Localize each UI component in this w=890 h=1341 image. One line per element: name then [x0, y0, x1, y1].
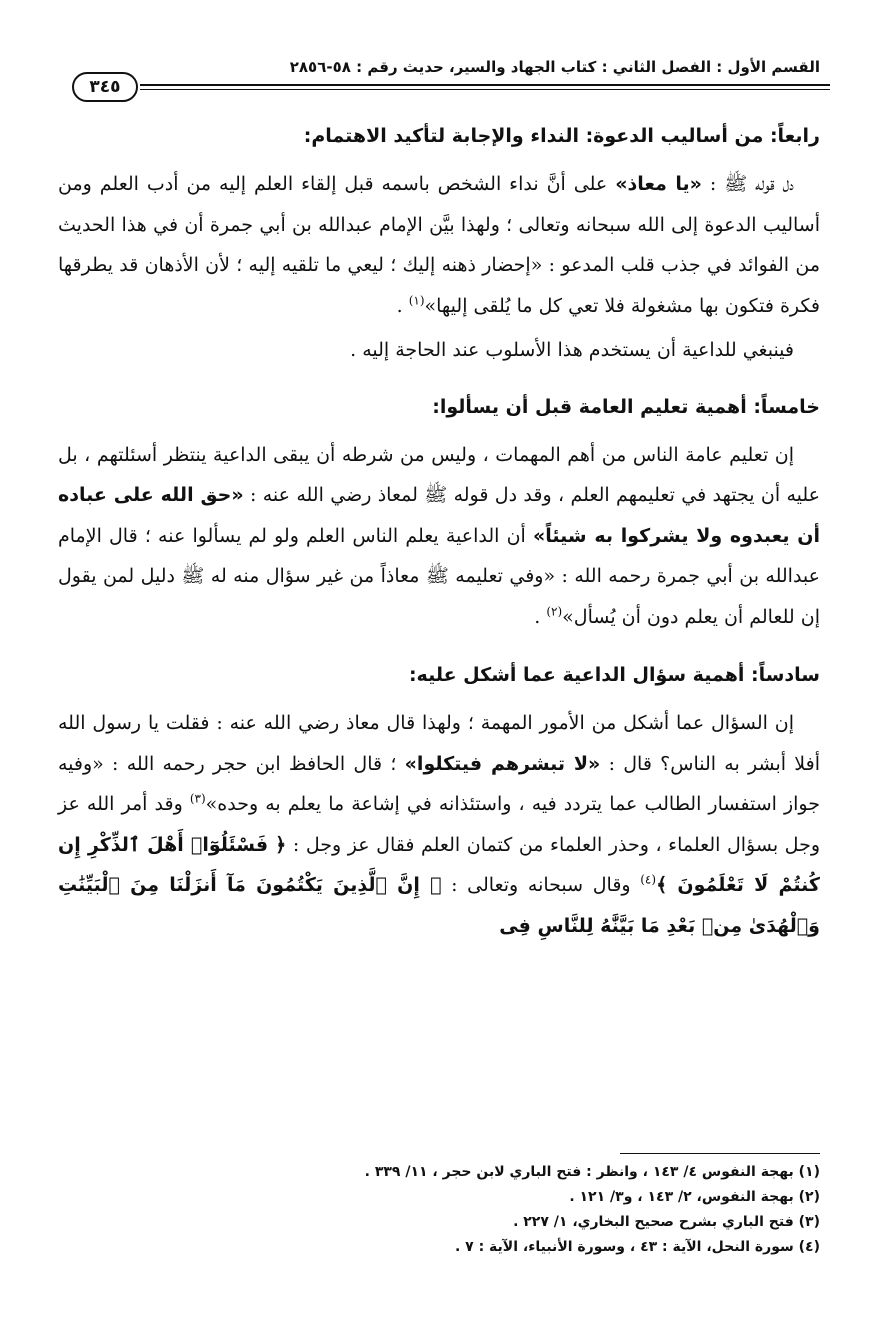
- section-heading-6: سادساً: أهمية سؤال الداعية عما أشكل عليه:: [408, 664, 820, 686]
- section-heading-5: خامساً: أهمية تعليم العامة قبل أن يسألوا:: [432, 395, 820, 418]
- section-heading-4: رابعاً: من أساليب الدعوة: النداء والإجابة لتأكيد الاهتمام:: [303, 125, 820, 147]
- paragraph-6-1: [58, 703, 820, 946]
- paragraph-4-1: [58, 164, 820, 326]
- quran-verse-2: ﴿ إِنَّ ٱلَّذِينَ يَكْتُمُونَ مَآ أَنزَلْنَا مِنَ ٱلْبَيِّنَٰتِ وَٱلْهُدَىٰ مِنۢ بَعْدِ مَا بَيَّنَّٰهُ لِلنَّاسِ فِى: [58, 874, 820, 937]
- hadith-quote: «يا معاذ»: [615, 173, 702, 195]
- text-run: أن الداعية يعلم الناس العلم ولو لم يسألوا عنه ؛ قال الإمام عبدالله بن أبي جمرة رحمه الله : «وفي تعليمه ﷺ معاذاً من غير سؤال منه له ﷺ دليل لمن يقول إن للعالم أن يعلم دون أن يُسأل»: [58, 524, 820, 628]
- footnote-3: (٣) فتح الباري بشرح صحيح البخاري، ١/ ٢٢٧ .: [513, 1214, 820, 1230]
- body-text: [58, 108, 820, 946]
- footnote-ref-2: (٢): [546, 604, 563, 619]
- footnotes: [58, 1160, 820, 1260]
- hadith-quote: «حق الله على عباده أن يعبدوه ولا يشركوا به شيئاً»: [58, 484, 820, 547]
- text-run: .: [534, 605, 547, 628]
- footnote-ref-4: (٤): [640, 872, 657, 887]
- text-run: إن السؤال عما أشكل من الأمور المهمة ؛ ولهذا قال معاذ رضي الله عنه : فقلت يا رسول الله أفلا أبشر به الناس؟ قال :: [58, 712, 820, 775]
- footnote-ref-3: (٣): [189, 791, 206, 806]
- text-run: ؛ قال الحافظ ابن حجر رحمه الله : «وفيه جواز استفسار الطالب عما يتردد فيه ، واستئذانه في إشاعة ما يعلم به وحده»: [58, 752, 820, 815]
- header-rule-thin: [140, 89, 830, 90]
- footnote-1: (١) بهجة النفوس ٤/ ١٤٣ ، وانظر : فتح الباري لابن حجر ، ١١/ ٣٣٩ .: [364, 1164, 820, 1180]
- running-header: القسم الأول : الفصل الثاني : كتاب الجهاد والسير، حديث رقم : ٥٨-٢٨٥٦: [289, 58, 820, 76]
- hadith-quote: «لا تبشرهم فيتكلوا»: [404, 752, 601, 775]
- footnote-2: (٢) بهجة النفوس، ٢/ ١٤٣ ، و٣/ ١٢١ .: [569, 1189, 820, 1205]
- footnote-4: (٤) سورة النحل، الآية : ٤٣ ، وسورة الأنبياء، الآية : ٧ .: [454, 1239, 820, 1255]
- paragraph-4-2: فينبغي للداعية أن يستخدم هذا الأسلوب عند الحاجة إليه .: [350, 339, 794, 361]
- text-run: دل قوله ﷺ :: [701, 173, 794, 195]
- text-run: على أنَّ نداء الشخص باسمه قبل إلقاء العلم إليه من أدب العلم ومن أساليب الدعوة إلى الله سبحانه وتعالى ؛ ولهذا بيَّن الإمام عبدالله بن أبي جمرة أن في هذا الحديث من الفوائد في جذب قلب المدعو : «إحضار ذهنه إليك ؛ ليعي ما تلقيه إليه ؛ لأن الأذهان قد يطرقها فكرة فتكون بها مشغولة فلا تعي كل ما يُلقى إليها»: [58, 173, 820, 317]
- header-rule: [140, 84, 830, 86]
- text-run: .: [396, 294, 409, 317]
- paragraph-5-1: [58, 435, 820, 638]
- text-run: إن تعليم عامة الناس من أهم المهمات ، وليس من شرطه أن يبقى الداعية ينتظر أسئلتهم ، بل عليه أن يجتهد في تعليمهم العلم ، وقد دل قوله ﷺ لمعاذ رضي الله عنه :: [58, 443, 821, 506]
- footnote-rule: [620, 1153, 820, 1154]
- text-run: وقال سبحانه وتعالى :: [441, 874, 641, 896]
- quran-verse: ﴿ فَسْئَلُوٓا۟ أَهْلَ ٱلذِّكْرِ إِن كُنتُمْ لَا تَعْلَمُونَ ﴾: [58, 833, 820, 896]
- text-run: وقد أمر الله عز وجل بسؤال العلماء ، وحذر العلماء من كتمان العلم فقال عز وجل :: [58, 793, 820, 856]
- footnote-ref-1: (١): [408, 293, 425, 308]
- page-number: ٣٤٥: [72, 72, 138, 102]
